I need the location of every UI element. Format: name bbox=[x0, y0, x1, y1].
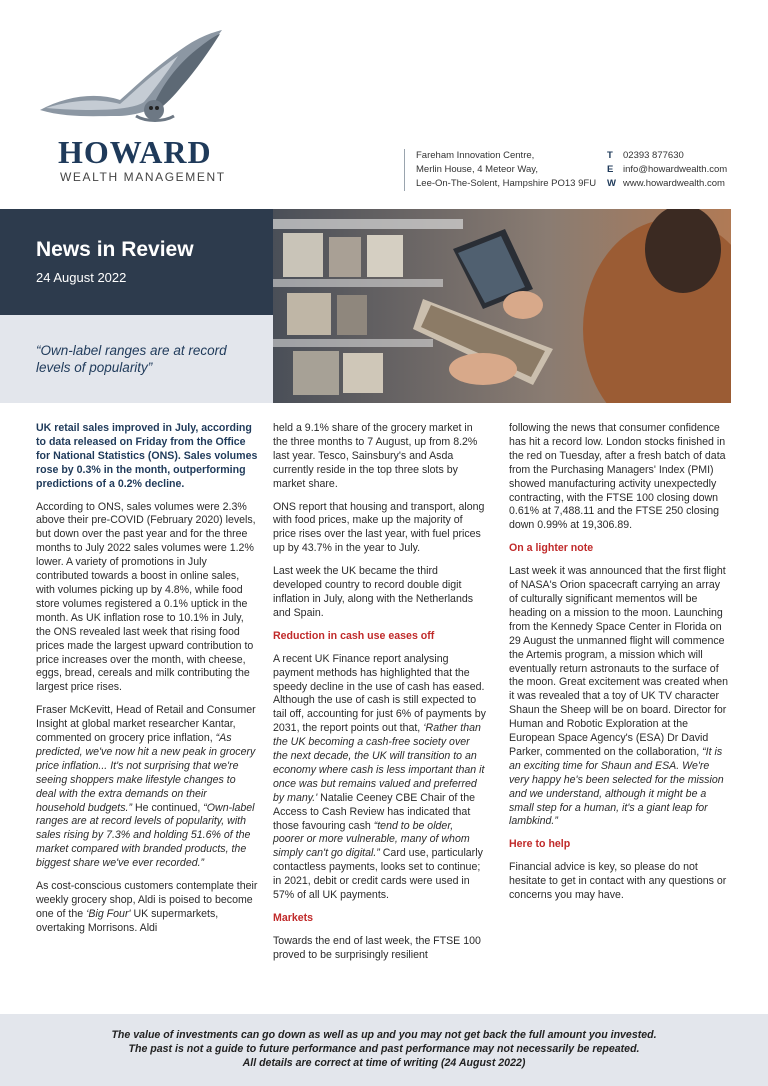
web-link[interactable]: www.howardwealth.com bbox=[623, 178, 725, 189]
contact-block bbox=[607, 149, 727, 191]
text-run: Natalie Ceeney CBE Chair of the Access to Cash Review has indicated that those favouring cash bbox=[273, 791, 476, 832]
body-paragraph: Last week the UK became the third developed country to record double digit inflation in July, along with the Netherlands and Spain. bbox=[273, 565, 474, 619]
lead-paragraph: UK retail sales improved in July, according to data released on Friday from the Office for National Statistics (ONS). Sales volumes rose by 0.3% in the month, outperforming predictions of a 0.2% decline. bbox=[36, 422, 258, 490]
issue-date: 24 August 2022 bbox=[36, 270, 127, 285]
body-paragraph: ONS report that housing and transport, along with food prices, make up the majority of price rises over the last year, with fuel prices up by 43.7% in the year to July. bbox=[273, 500, 485, 555]
body-paragraph bbox=[36, 704, 258, 871]
text-run: UK supermarkets, overtaking Morrisons. Aldi bbox=[36, 907, 219, 934]
disclaimer bbox=[0, 1028, 768, 1070]
quote-run: “Own-label ranges are at record levels of popularity, with sales rising by 7.3% and holding 51.6% of the market compared with branded products, the biggest share we've ever recorded.” bbox=[36, 801, 255, 870]
pull-quote: “Own-label ranges are at record levels of popularity” bbox=[36, 343, 227, 375]
section-heading: Here to help bbox=[509, 838, 571, 851]
section-heading: Markets bbox=[273, 912, 314, 924]
body-paragraph bbox=[36, 880, 258, 936]
body-paragraph: Towards the end of last week, the FTSE 100 proved to be surprisingly resilient bbox=[273, 934, 481, 961]
email-row bbox=[607, 163, 727, 177]
text-run: A recent UK Finance report analysing payment methods has highlighted that the speedy decline in the use of cash has eased. Although the use of cash is still expected to tail off, accounting for just 6% of payments by 2031, the report points out that, bbox=[273, 652, 486, 735]
body-paragraph: Financial advice is key, so please do not hesitate to get in contact with any questions or concerns you may have. bbox=[509, 861, 727, 902]
body-paragraph bbox=[273, 653, 486, 903]
section-heading: Reduction in cash use eases off bbox=[273, 629, 435, 642]
phone-value[interactable]: 02393 877630 bbox=[623, 150, 684, 161]
brand-subtitle: WEALTH MANAGEMENT bbox=[60, 170, 226, 184]
quote-run: “It is an exciting time for Shaun and ESA. We're very happy he's been selected for the mission and we understand, although it might be a small step for a human, it's a giant leap for lambkind.” bbox=[509, 745, 724, 828]
quote-run: “tend to be older, poorer or more vulnerable, many of whom simply can't go digital.” bbox=[273, 819, 470, 860]
phone-row bbox=[607, 149, 727, 163]
phone-label: T bbox=[607, 150, 613, 161]
text-run: Fraser McKevitt, Head of Retail and Consumer Insight at global market researcher Kantar, commented on grocery price inflation, bbox=[36, 704, 256, 745]
article-column-3 bbox=[509, 422, 731, 912]
address-line: Merlin House, 4 Meteor Way, bbox=[416, 164, 538, 175]
text-run: Card use, particularly contactless payments, looks set to continue; in 2021, debit or credit cards were used in 57% of all UK payments. bbox=[273, 847, 483, 902]
text-run: As cost-conscious customers contemplate their weekly grocery shop, Aldi is poised to become one of the bbox=[36, 880, 258, 920]
body-paragraph: According to ONS, sales volumes were 2.3% above their pre-COVID (February 2020) levels, but down over the past year and for the three months to July 2022 sales volumes were 1.2% lower. A variety of promotions in July contributed towards a boost in online sales, with volumes picking up by 4.8%, while food store volumes registered a 0.1% uptick in the month. As UK inflation rose to 10.1% in July, the ONS revealed last week that rising food prices made the largest upward contribution to price increases over the month, with cheese, eggs, bread, cereals and milk contributing the largest price rises. bbox=[36, 500, 256, 694]
web-row bbox=[607, 177, 727, 191]
quote-run: ‘Rather than the UK becoming a cash-free society over the next decade, the UK will transition to an economy where cash is less important than it once was but remains valued and preferred by many.' bbox=[273, 722, 485, 804]
quote-run: “As predicted, we've now hit a new peak in grocery price inflation... It's not surprising that we're seeing shoppers make lifestyle changes to deal with the extra demands on their household budgets.” bbox=[36, 732, 256, 814]
text-run: He continued, bbox=[132, 801, 204, 814]
section-heading: On a lighter note bbox=[509, 542, 594, 555]
address-line: Fareham Innovation Centre, bbox=[416, 150, 535, 161]
shopper-photo bbox=[273, 209, 731, 403]
body-paragraph: following the news that consumer confidence has hit a record low. London stocks finished in the red on Tuesday, after a fresh batch of data from the Purchasing Managers' Index (PMI) showed manufacturing activity unexpectedly contracting, with the FTSE 100 closing down 0.61% at 7,488.11 and the FTSE 250 closing down 0.99% at 19,306.89. bbox=[509, 422, 726, 532]
article-column-2 bbox=[273, 422, 486, 972]
email-link[interactable]: info@howardwealth.com bbox=[623, 164, 728, 175]
address-block bbox=[404, 149, 596, 191]
page-title: News in Review bbox=[36, 238, 194, 261]
address-line: Lee-On-The-Solent, Hampshire PO13 9FU bbox=[416, 178, 597, 189]
email-label: E bbox=[607, 164, 614, 175]
hero-title-panel bbox=[0, 209, 273, 315]
disclaimer-line: All details are correct at time of writing (24 August 2022) bbox=[242, 1057, 526, 1069]
web-label: W bbox=[607, 178, 616, 189]
article-column-1 bbox=[36, 422, 258, 945]
quote-run: ‘Big Four' bbox=[86, 907, 131, 920]
body-paragraph bbox=[509, 565, 731, 829]
body-paragraph: held a 9.1% share of the grocery market in the three months to 7 August, up from 8.2% last year. Tesco, Sainsbury's and Asda currently reside in the top three slots by market share. bbox=[273, 422, 478, 490]
text-run: Last week it was announced that the first flight of NASA's Orion spacecraft carrying an array of culturally significant mementos will be heading on a mission to the moon. Launching from the Kennedy Space Center in Florida on 29 August the unmanned flight will commence the Artemis program, a mission which will eventually return astronauts to the surface of the moon. Great excitement was created when it was revealed that a toy of UK TV character Shaun the Sheep will be on board. Director for Human and Robotic Exploration at the European Space Agency's (ESA) Dr David Parker, commented on the collaboration, bbox=[509, 565, 729, 758]
brand-name: HOWARD bbox=[58, 134, 212, 170]
disclaimer-line: The past is not a guide to future performance and past performance may not necessarily be repeated. bbox=[128, 1043, 640, 1055]
disclaimer-line: The value of investments can go down as well as up and you may not get back the full amount you invested. bbox=[111, 1029, 657, 1041]
